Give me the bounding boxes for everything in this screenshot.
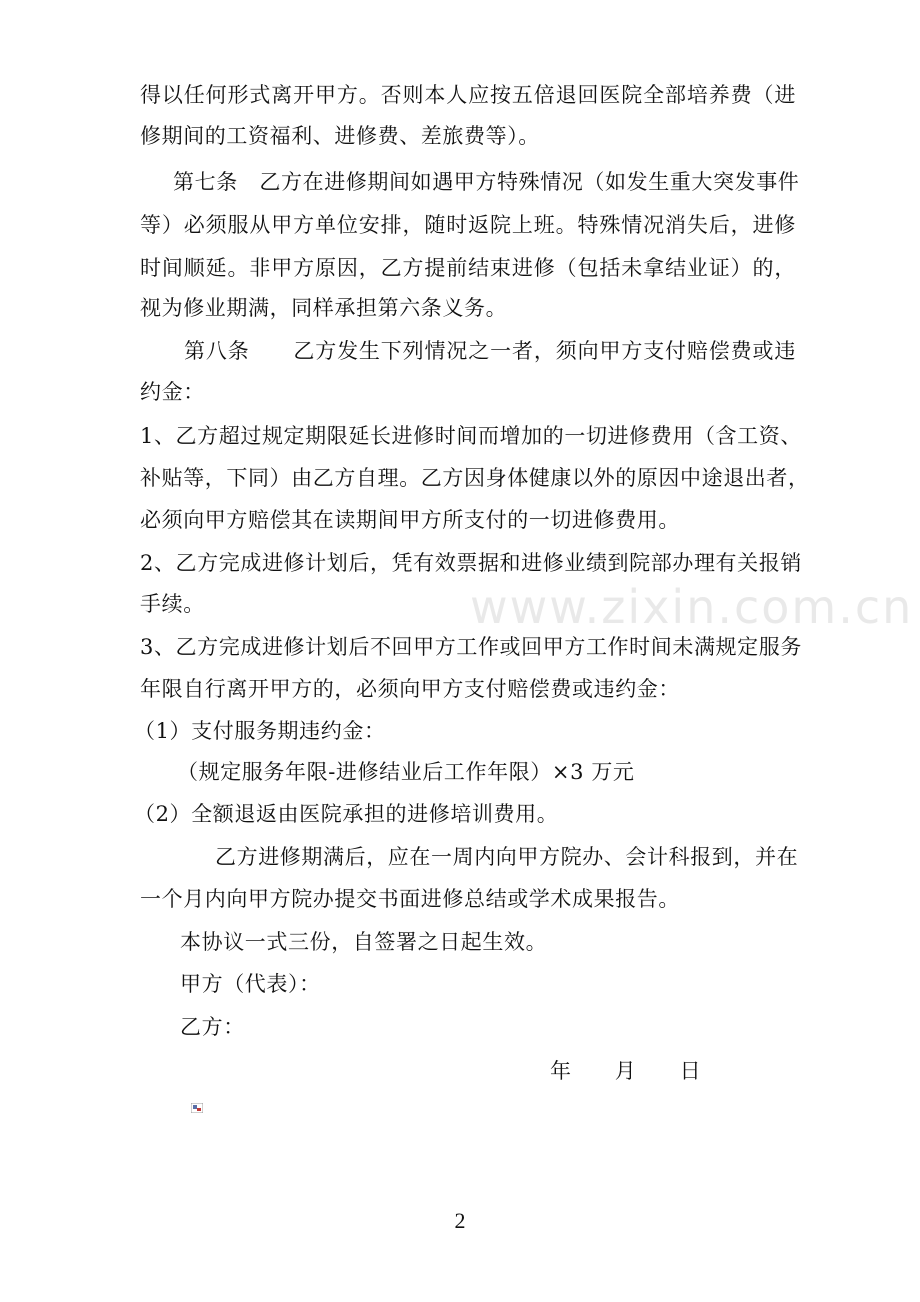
clause-2-line: 2、乙方完成进修计划后，凭有效票据和进修业绩到院部办理有关报销 xyxy=(140,551,802,575)
clause-3-line: 3、乙方完成进修计划后不回甲方工作或回甲方工作时间未满规定服务 xyxy=(140,635,802,659)
effective-clause: 本协议一式三份，自签署之日起生效。 xyxy=(180,930,548,954)
text-line: 必须向甲方赔偿其在读期间甲方所支付的一切进修费用。 xyxy=(140,508,680,532)
text-line: 补贴等，下同）由乙方自理。乙方因身体健康以外的原因中途退出者， xyxy=(140,466,810,490)
clause-1-line: 1、乙方超过规定期限延长进修时间而增加的一切进修费用（含工资、 xyxy=(140,424,802,448)
page-number: 2 xyxy=(454,1208,466,1233)
article-7-heading-line: 第七条 乙方在进修期间如遇甲方特殊情况（如发生重大突发事件 xyxy=(173,170,800,194)
text-line: 年限自行离开甲方的，必须向甲方支付赔偿费或违约金： xyxy=(140,677,680,701)
text-line: 手续。 xyxy=(140,592,205,616)
text-line: 视为修业期满，同样承担第六条义务。 xyxy=(140,296,508,320)
sub-item-2: （2）全额退返由医院承担的进修培训费用。 xyxy=(134,802,559,826)
image-placeholder-icon xyxy=(191,1103,203,1113)
party-a-signature-line: 甲方（代表）： xyxy=(180,972,321,996)
sub-item-1: （1）支付服务期违约金： xyxy=(134,719,386,743)
text-line: 时间顺延。非甲方原因，乙方提前结束进修（包括未拿结业证）的， xyxy=(140,256,796,280)
text-line: 得以任何形式离开甲方。否则本人应按五倍退回医院全部培养费（进 xyxy=(140,83,796,107)
text-line: 等）必须服从甲方单位安排，随时返院上班。特殊情况消失后，进修 xyxy=(140,213,796,237)
text-line: 修期间的工资福利、进修费、差旅费等）。 xyxy=(140,124,540,148)
text-line: 乙方进修期满后，应在一周内向甲方院办、会计科报到，并在 xyxy=(215,845,799,869)
formula-line: （规定服务年限-进修结业后工作年限）×3 万元 xyxy=(177,760,635,784)
date-line: 年 月 日 xyxy=(550,1059,702,1083)
text-line: 一个月内向甲方院办提交书面进修总结或学术成果报告。 xyxy=(140,887,680,911)
watermark: www.zixin.com.cn xyxy=(470,580,914,634)
text-line: 约金： xyxy=(140,380,205,404)
party-b-signature-line: 乙方： xyxy=(180,1015,245,1039)
article-8-heading-line: 第八条 乙方发生下列情况之一者，须向甲方支付赔偿费或违 xyxy=(184,339,796,363)
